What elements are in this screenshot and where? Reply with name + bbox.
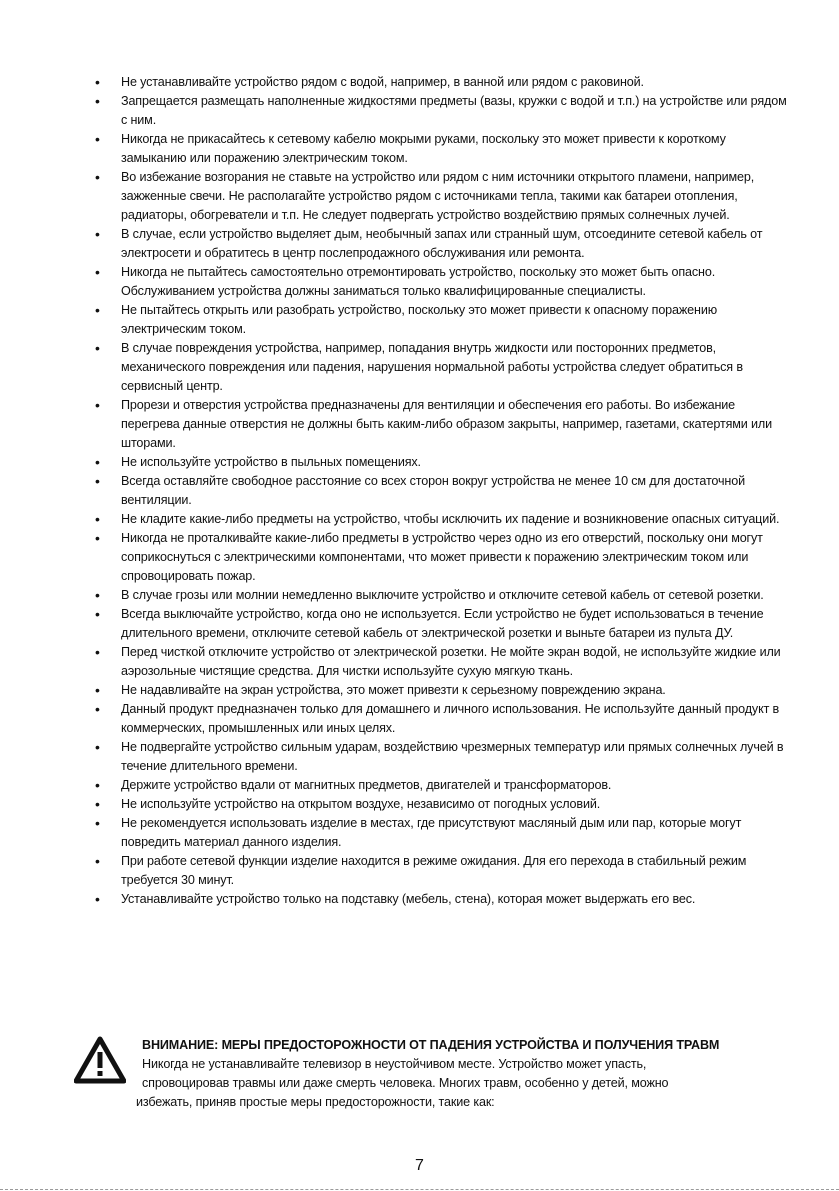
warning-line: Никогда не устанавливайте телевизор в неустойчивом месте. Устройство может упасть,: [142, 1057, 647, 1071]
safety-rules-list: [94, 73, 794, 909]
warning-line: спровоцировав травмы или даже смерть человека. Многих травм, особенно у детей, можно: [142, 1076, 669, 1090]
list-item: • Не используйте устройство в пыльных помещениях.: [94, 453, 794, 472]
list-item: • Всегда оставляйте свободное расстояние со всех сторон вокруг устройства не менее 10 см для достаточной вентиляции.: [94, 472, 794, 510]
list-item: • Не кладите какие-либо предметы на устройство, чтобы исключить их падение и возникновение опасных ситуаций.: [94, 510, 794, 529]
list-item: • Устанавливайте устройство только на подставку (мебель, стена), которая может выдержать его вес.: [94, 890, 794, 909]
page-number: 7: [415, 1157, 424, 1174]
warning-line: избежать, приняв простые меры предосторожности, такие как:: [136, 1095, 495, 1109]
list-item: • Никогда не прикасайтесь к сетевому кабелю мокрыми руками, поскольку это может привести к короткому замыканию или поражению электрическим током.: [94, 130, 794, 168]
list-item: • Данный продукт предназначен только для домашнего и личного использования. Не используйте данный продукт в коммерческих, промышленных или иных целях.: [94, 700, 794, 738]
list-item: • Никогда не проталкивайте какие-либо предметы в устройство через одно из его отверстий, поскольку они могут соприкоснуться с электрическими компонентами, что может привести к поражению электрическим током или спровоцировать пожар.: [94, 529, 794, 586]
list-item: • Во избежание возгорания не ставьте на устройство или рядом с ним источники открытого пламени, например, зажженные свечи. Не располагайте устройство рядом с источниками тепла, такими как батареи отопления, радиаторы, обогреватели и т.п. Не следует подвергать устройство воздействию прямых солнечных лучей.: [94, 168, 794, 225]
list-item: • Держите устройство вдали от магнитных предметов, двигателей и трансформаторов.: [94, 776, 794, 795]
list-item: • При работе сетевой функции изделие находится в режиме ожидания. Для его перехода в стабильный режим требуется 30 минут.: [94, 852, 794, 890]
list-item: • В случае повреждения устройства, например, попадания внутрь жидкости или посторонних предметов, механического повреждения или падения, нарушения нормальной работы устройства следует обратиться в сервисный центр.: [94, 339, 794, 396]
list-item: • Не устанавливайте устройство рядом с водой, например, в ванной или рядом с раковиной.: [94, 73, 794, 92]
warning-title: ВНИМАНИЕ: МЕРЫ ПРЕДОСТОРОЖНОСТИ ОТ ПАДЕНИЯ УСТРОЙСТВА И ПОЛУЧЕНИЯ ТРАВМ: [142, 1038, 720, 1052]
list-item: • Запрещается размещать наполненные жидкостями предметы (вазы, кружки с водой и т.п.) на устройстве или рядом с ним.: [94, 92, 794, 130]
list-item: • Не подвергайте устройство сильным ударам, воздействию чрезмерных температур или прямых солнечных лучей в течение длительного времени.: [94, 738, 794, 776]
warning-text: [136, 1055, 782, 1112]
list-item: • Перед чисткой отключите устройство от электрической розетки. Не мойте экран водой, не используйте жидкие или аэрозольные чистящие средства. Для чистки используйте сухую мягкую ткань.: [94, 643, 794, 681]
list-item: • Всегда выключайте устройство, когда оно не используется. Если устройство не будет использоваться в течение длительного времени, отключите сетевой кабель от электрической розетки и выньте батареи из пульта ДУ.: [94, 605, 794, 643]
fall-warning-section: [74, 1034, 794, 1124]
list-item: • Не используйте устройство на открытом воздухе, независимо от погодных условий.: [94, 795, 794, 814]
list-item: • Никогда не пытайтесь самостоятельно отремонтировать устройство, поскольку это может быть опасно. Обслуживанием устройства должны заниматься только квалифицированные специалисты.: [94, 263, 794, 301]
list-item: • Не надавливайте на экран устройства, это может привезти к серьезному повреждению экрана.: [94, 681, 794, 700]
list-item: • В случае, если устройство выделяет дым, необычный запах или странный шум, отсоедините сетевой кабель от электросети и обратитесь в центр послепродажного обслуживания или ремонта.: [94, 225, 794, 263]
list-item: • Не рекомендуется использовать изделие в местах, где присутствуют масляный дым или пар, которые могут повредить материал данного изделия.: [94, 814, 794, 852]
footer-divider: [0, 1189, 839, 1190]
list-item: • Прорези и отверстия устройства предназначены для вентиляции и обеспечения его работы. Во избежание перегрева данные отверстия не должны быть каким-либо образом закрыты, например, газетами, скатертями или шторами.: [94, 396, 794, 453]
warning-triangle-icon: [74, 1036, 126, 1084]
list-item: • В случае грозы или молнии немедленно выключите устройство и отключите сетевой кабель от сетевой розетки.: [94, 586, 794, 605]
list-item: • Не пытайтесь открыть или разобрать устройство, поскольку это может привести к опасному поражению электрическим током.: [94, 301, 794, 339]
